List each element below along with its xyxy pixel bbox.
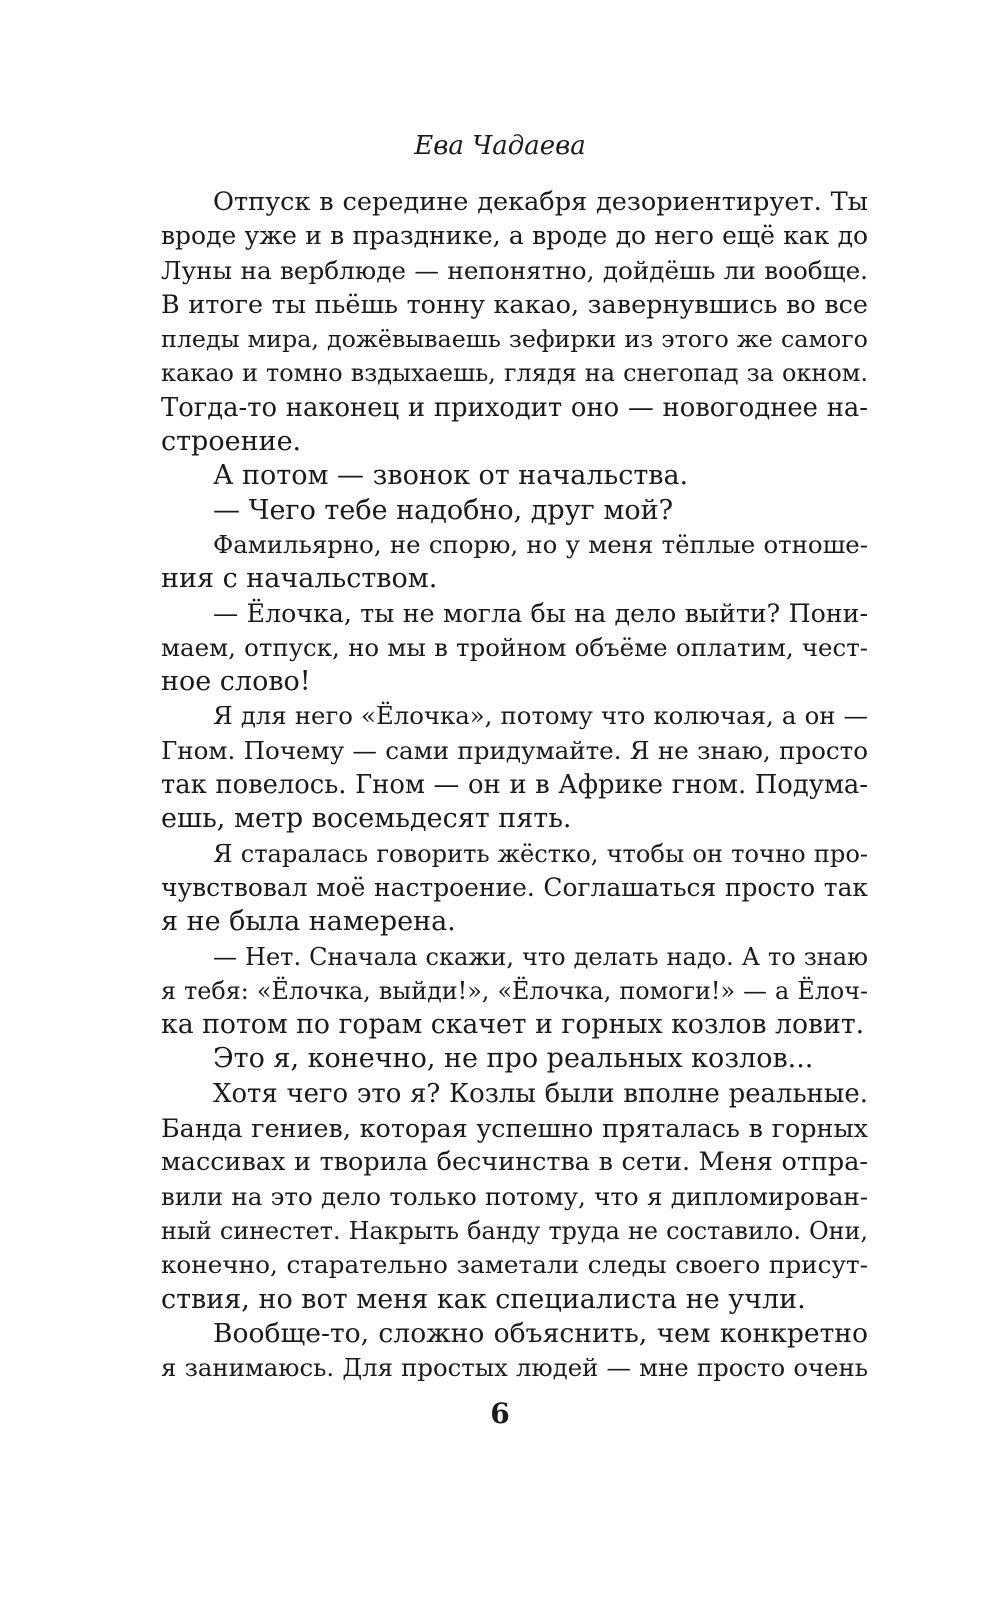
text-line: так повелось. Гном — он и в Африке гном. Подума- [161,770,868,801]
text-line: Хотя чего это я? Козлы были вполне реальные. [213,1078,868,1109]
text-line: Отпуск в середине декабря дезориентирует. Ты [213,187,868,217]
text-line: ния с начальством. [161,563,438,595]
text-line: ка потом по горам скачет и горных козлов ловит. [161,1009,865,1041]
text-line: Банда гениев, которая успешно пряталась в горных [161,1113,868,1144]
text-line: какао и томно вздыхаешь, глядя на снегопад за окном. [161,359,868,388]
text-line: маем, отпуск, но мы в тройном объёме оплатим, чест- [161,632,868,662]
text-line: В итоге ты пьёшь тонну какао, завернувшись во все [161,289,868,320]
text-line: А потом — звонок от начальства. [213,460,689,492]
page-number: 6 [490,1397,510,1430]
text-line: Я старалась говорить жёстко, чтобы он точно про- [213,839,868,868]
text-line: вили на это дело только потому, что я дипломирован- [161,1181,868,1211]
text-line: вроде уже и в празднике, а вроде до него ещё как до [161,221,868,251]
text-line: Фамильярно, не спорю, но у меня тёплые отноше- [213,529,868,559]
text-line: — Ёлочка, ты не могла бы на дело выйти? Пони- [213,598,868,628]
text-line: строение. [161,426,302,458]
text-line: Луны на верблюде — непонятно, дойдёшь ли вообще. [161,255,868,285]
text-line: чувствовал моё настроение. Соглашаться просто так [161,872,868,902]
text-line: Это я, конечно, не про реальных козлов... [213,1043,814,1075]
text-line: Вообще-то, сложно объяснить, чем конкретно [213,1317,868,1349]
text-line: ный синестет. Накрыть банду труда не составило. Они, [161,1216,868,1245]
text-line: Тогда-то наконец и приходит оно — новогоднее на- [161,392,868,423]
text-line: я не была намерена. [161,906,456,938]
text-line: ное слово! [161,666,311,698]
body-text [161,185,868,1385]
running-head-author: Ева Чадаева [414,131,586,161]
text-line: ствия, но вот меня как специалиста не учли. [161,1283,806,1315]
text-line: Гном. Почему — сами придумайте. Я не знаю, просто [161,735,868,765]
text-line: ешь, метр восемьдесят пять. [161,803,572,835]
text-line: я занимаюсь. Для простых людей — мне просто очень [161,1353,868,1383]
text-line: пледы мира, дожёвываешь зефирки из этого же самого [161,325,868,354]
text-line: — Нет. Сначала скажи, что делать надо. А то знаю [213,942,868,971]
text-line: Я для него «Ёлочка», потому что колючая, а он — [213,701,868,731]
text-line: конечно, старательно заметали следы своего присут- [161,1250,868,1280]
text-line: — Чего тебе надобно, друг мой? [213,494,674,526]
text-line: массивах и творила бесчинства в сети. Меня отпра- [161,1147,868,1178]
text-line: я тебя: «Ёлочка, выйди!», «Ёлочка, помоги!» — а Ёлоч- [161,976,868,1005]
